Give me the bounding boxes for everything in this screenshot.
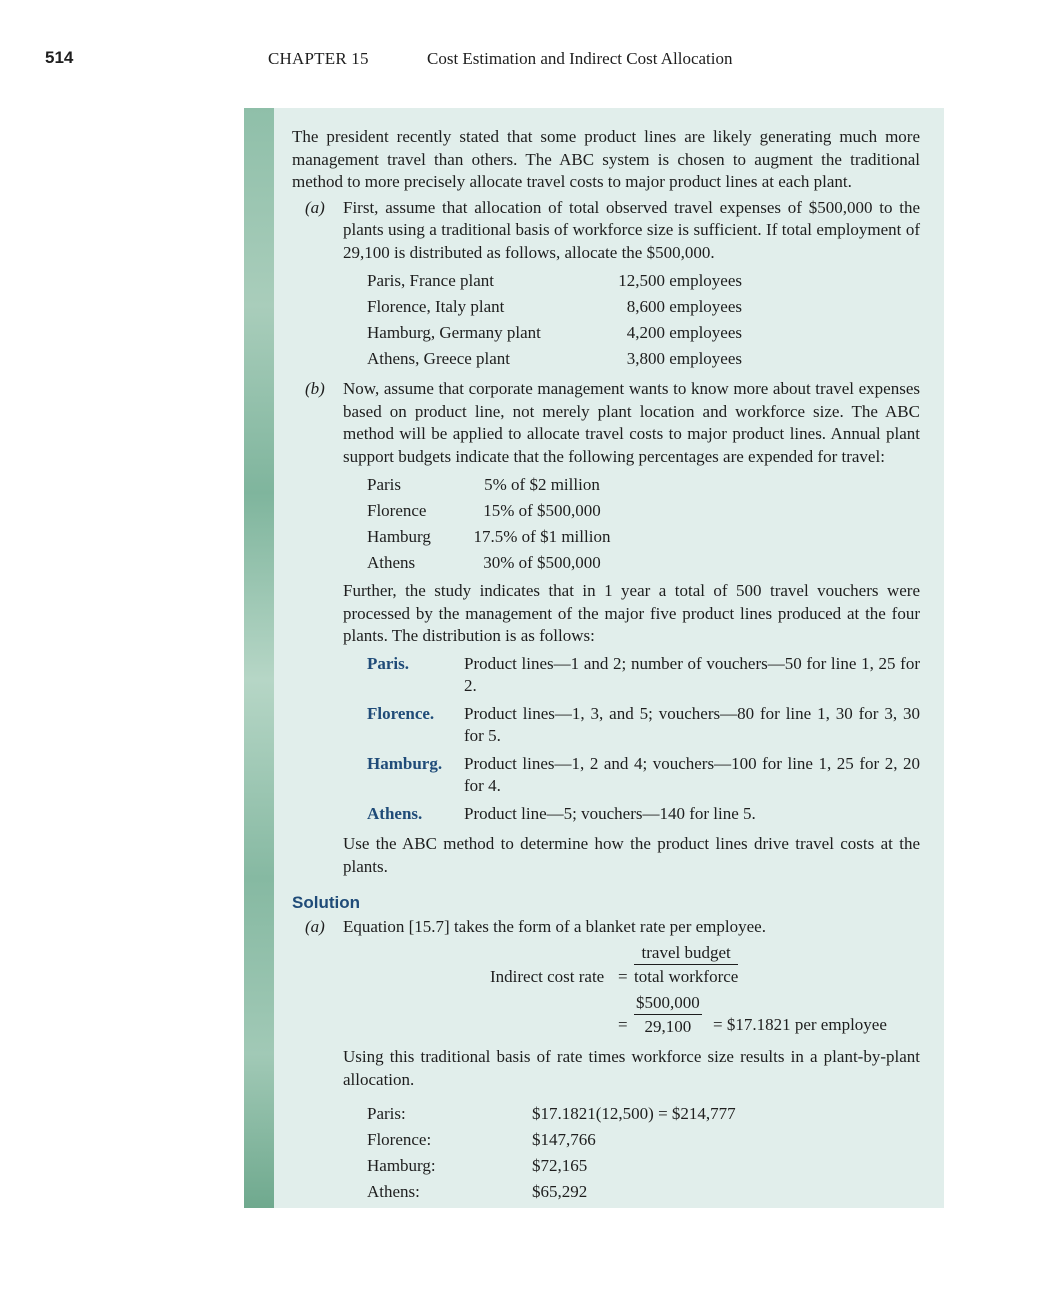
table-row — [343, 268, 920, 294]
allocation-value: $65,292 — [532, 1182, 588, 1201]
allocation-city: Florence: — [367, 1130, 432, 1149]
solution-part-a-text: Equation [15.7] takes the form of a blanket rate per employee. — [343, 916, 766, 936]
solution-part-a — [292, 916, 920, 1206]
part-b-text: Now, assume that corporate management wants to know more about travel expenses based on product line, not merely plant location and workforce size. The ABC method will be applied to allocate travel costs to major product lines. Annual plant support budgets indicate that the following percentages are expended for travel: — [343, 379, 920, 466]
table-row — [343, 1101, 920, 1127]
allocation-value: $72,165 — [532, 1156, 588, 1175]
budget-city: Athens — [367, 553, 416, 572]
plant-name: Florence, Italy plant — [367, 297, 505, 316]
page-number: 514 — [45, 48, 74, 67]
plant-allocation-table — [343, 1101, 920, 1205]
decorative-sidebar-strip — [244, 108, 274, 1208]
plant-name: Hamburg, Germany plant — [367, 323, 541, 342]
chapter-label: CHAPTER 15 — [268, 49, 369, 68]
allocation-city: Athens: — [367, 1182, 420, 1201]
voucher-text: Product lines—1, 3, and 5; vouchers—80 for line 1, 30 for 3, 30 for 5. — [464, 703, 920, 745]
page-header — [0, 48, 1052, 72]
plant-employee-table — [343, 268, 920, 372]
equals-sign: = — [618, 967, 628, 986]
indirect-cost-rate-equation — [343, 940, 920, 1046]
plant-name: Athens, Greece plant — [367, 349, 511, 368]
part-a-label: (a) — [305, 197, 325, 217]
table-row — [343, 1127, 920, 1153]
voucher-text: Product line—5; vouchers—140 for line 5. — [464, 803, 756, 823]
table-row — [343, 498, 920, 524]
budget-city: Paris — [367, 475, 401, 494]
voucher-city: Athens. — [367, 803, 423, 823]
allocation-value: $147,766 — [532, 1130, 596, 1149]
allocation-city: Paris: — [367, 1104, 406, 1123]
list-item — [343, 653, 920, 698]
table-row — [343, 550, 920, 576]
table-row — [343, 1179, 920, 1205]
plant-employees: 8,600 employees — [626, 297, 742, 316]
fraction-numerator: travel budget — [634, 942, 738, 965]
solution-heading: Solution — [292, 893, 360, 912]
fraction-formula — [634, 942, 738, 989]
fraction-denominator: total workforce — [634, 967, 739, 986]
plant-employees: 4,200 employees — [626, 323, 742, 342]
voucher-city: Florence. — [367, 703, 435, 723]
fraction-values — [634, 992, 702, 1039]
table-row — [343, 524, 920, 550]
allocation-value: $17.1821(12,500) = $214,777 — [532, 1104, 736, 1123]
table-row — [343, 472, 920, 498]
list-item — [343, 703, 920, 748]
list-item — [343, 753, 920, 798]
part-b-label: (b) — [305, 379, 325, 398]
voucher-city: Hamburg. — [367, 753, 443, 773]
budget-value: 15% of $500,000 — [483, 501, 601, 520]
part-b — [292, 378, 920, 878]
equals-sign: = — [618, 1015, 628, 1034]
allocation-intro-text: Using this traditional basis of rate times workforce size results in a plant-by-plant allocation. — [343, 1047, 920, 1089]
table-row — [343, 346, 920, 372]
voucher-text: Product lines—1, 2 and 4; vouchers—100 for line 1, 25 for 2, 20 for 4. — [464, 753, 920, 795]
equation-lhs: Indirect cost rate — [490, 967, 605, 986]
fraction-numerator: $500,000 — [634, 992, 702, 1015]
part-a — [292, 197, 920, 373]
further-text: Further, the study indicates that in 1 year a total of 500 travel vouchers were processed by the management of the major five product lines produced at the four plants. The distribution is as follows: — [343, 581, 920, 645]
plant-name: Paris, France plant — [367, 271, 494, 290]
plant-employees: 3,800 employees — [626, 349, 742, 368]
voucher-distribution — [343, 653, 920, 826]
list-item — [343, 803, 920, 826]
travel-budget-table — [343, 472, 920, 576]
plant-employees: 12,500 employees — [618, 271, 742, 290]
closing-text: Use the ABC method to determine how the product lines drive travel costs at the plants. — [343, 834, 920, 876]
budget-value: 17.5% of $1 million — [473, 527, 611, 546]
voucher-text: Product lines—1 and 2; number of vouchers—50 for line 1, 25 for 2. — [464, 653, 920, 695]
table-row — [343, 320, 920, 346]
allocation-city: Hamburg: — [367, 1156, 436, 1175]
problem-intro: The president recently stated that some product lines are likely generating much more management travel than others. The ABC system is chosen to augment the traditional method to more precisely allocate travel costs to major product lines at each plant. — [292, 127, 920, 191]
table-row — [343, 294, 920, 320]
budget-value: 5% of $2 million — [484, 475, 600, 494]
solution-part-a-label: (a) — [305, 916, 325, 936]
voucher-city: Paris. — [367, 653, 410, 673]
equation-result: = $17.1821 per employee — [713, 1015, 887, 1034]
example-content — [292, 126, 920, 1211]
budget-city: Florence — [367, 501, 427, 520]
budget-city: Hamburg — [367, 527, 431, 546]
part-a-text: First, assume that allocation of total observed travel expenses of $500,000 to the plants using a traditional basis of workforce size is sufficient. If total employment of 29,100 is distributed as follows, allocate the $500,000. — [343, 197, 920, 262]
fraction-denominator: 29,100 — [644, 1017, 692, 1036]
table-row — [343, 1153, 920, 1179]
chapter-title: Cost Estimation and Indirect Cost Allocation — [427, 49, 733, 68]
budget-value: 30% of $500,000 — [483, 553, 601, 572]
